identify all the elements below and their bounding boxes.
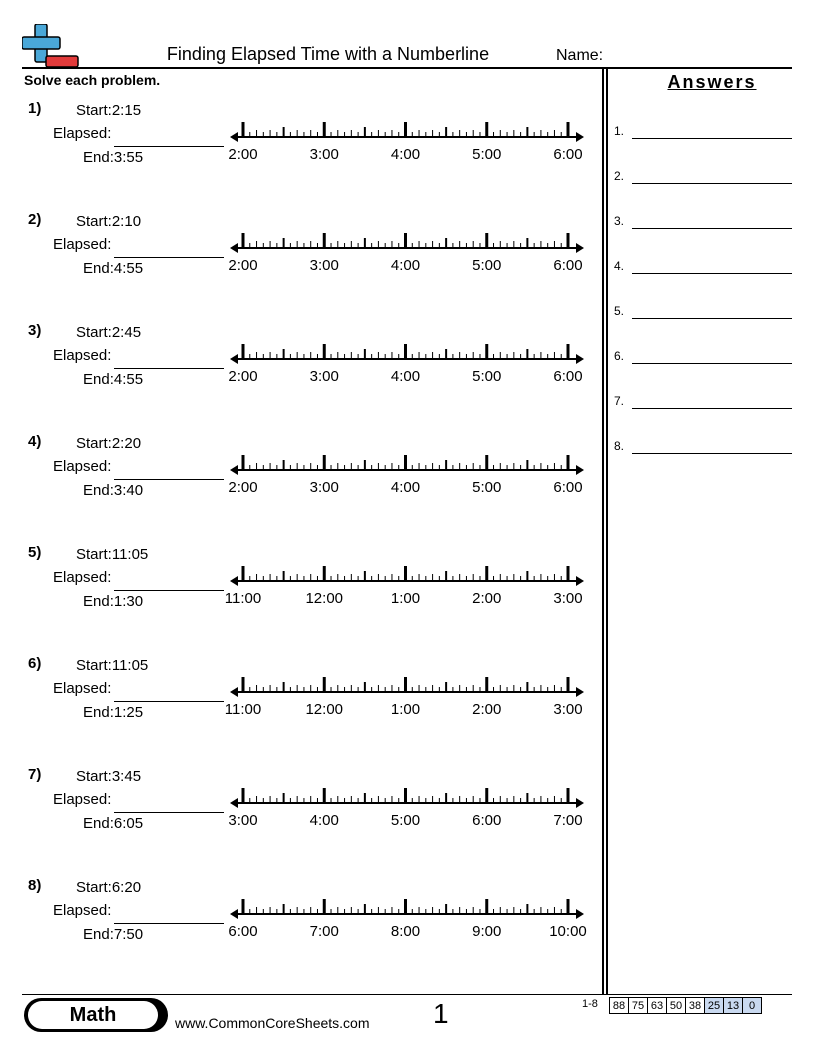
tick-label: 10:00 [549,923,587,940]
right-arrow-icon [576,687,584,697]
elapsed-answer-blank[interactable] [114,368,224,369]
end-time: End:1:25 [83,704,144,721]
right-arrow-icon [576,576,584,586]
problem-number: 7) [28,766,42,783]
header-rule [22,67,792,69]
score-cell: 13 [724,998,743,1014]
tick-label: 6:00 [553,368,583,385]
tick-label: 2:00 [472,590,502,607]
tick-label: 9:00 [472,923,502,940]
left-arrow-icon [230,243,238,253]
score-cell: 75 [629,998,648,1014]
elapsed-label: Elapsed: [53,791,112,808]
answer-number: 1. [614,124,625,138]
start-time: Start:2:10 [76,213,142,230]
tick-label: 3:00 [553,701,583,718]
elapsed-answer-blank[interactable] [114,479,224,480]
elapsed-label: Elapsed: [53,347,112,364]
tick-label: 6:00 [472,812,502,829]
end-time: End:1:30 [83,593,144,610]
start-time: Start:6:20 [76,879,142,896]
numberline [228,677,588,701]
tick-label: 5:00 [472,257,502,274]
start-time: Start:2:20 [76,435,142,452]
elapsed-answer-blank[interactable] [114,701,224,702]
problem-number: 6) [28,655,42,672]
left-arrow-icon [230,687,238,697]
numberline [228,566,588,590]
left-arrow-icon [230,576,238,586]
right-arrow-icon [576,909,584,919]
answer-line[interactable] [632,318,792,319]
right-arrow-icon [576,243,584,253]
start-time: Start:3:45 [76,768,142,785]
tick-label: 2:00 [228,146,258,163]
tick-label: 6:00 [553,146,583,163]
numberline [228,344,588,368]
tick-label: 2:00 [228,368,258,385]
left-arrow-icon [230,465,238,475]
numberline [228,899,588,923]
left-arrow-icon [230,798,238,808]
tick-label: 5:00 [472,368,502,385]
tick-label: 2:00 [472,701,502,718]
tick-label: 1:00 [390,701,421,718]
tick-label: 12:00 [305,701,344,718]
elapsed-answer-blank[interactable] [114,590,224,591]
elapsed-label: Elapsed: [53,458,112,475]
tick-label: 7:00 [309,923,339,940]
score-cell: 63 [648,998,667,1014]
answer-line[interactable] [632,138,792,139]
score-cell: 25 [705,998,724,1014]
tick-label: 3:00 [309,479,339,496]
elapsed-label: Elapsed: [53,902,112,919]
elapsed-answer-blank[interactable] [114,146,224,147]
end-time: End:6:05 [83,815,144,832]
answer-line[interactable] [632,453,792,454]
score-row [610,998,762,1014]
tick-label: 4:00 [390,479,421,496]
score-range-label: 1-8 [582,998,598,1010]
answer-number: 2. [614,169,625,183]
tick-label: 4:00 [390,368,421,385]
start-time: Start:2:45 [76,324,142,341]
elapsed-answer-blank[interactable] [114,923,224,924]
answer-line[interactable] [632,408,792,409]
elapsed-label: Elapsed: [53,569,112,586]
problem-number: 1) [28,100,42,117]
end-time: End:3:40 [83,482,144,499]
tick-label: 6:00 [553,257,583,274]
tick-label: 2:00 [228,479,258,496]
page-title: Finding Elapsed Time with a Numberline [166,44,490,64]
tick-label: 11:00 [224,590,262,607]
score-cell: 50 [667,998,686,1014]
problem-number: 4) [28,433,42,450]
answer-number: 8. [614,439,625,453]
tick-label: 3:00 [309,146,339,163]
right-arrow-icon [576,798,584,808]
right-arrow-icon [576,354,584,364]
elapsed-label: Elapsed: [53,236,112,253]
tick-label: 5:00 [472,146,502,163]
footer-rule [22,994,792,995]
tick-label: 4:00 [390,257,421,274]
end-time: End:4:55 [83,260,144,277]
answers-title: Answers [667,72,757,92]
start-time: Start:2:15 [76,102,142,119]
answer-number: 3. [614,214,625,228]
column-divider [606,68,608,994]
name-label: Name: [556,47,604,64]
tick-label: 2:00 [228,257,258,274]
score-table [609,997,762,1014]
answer-number: 5. [614,304,625,318]
instructions: Solve each problem. [24,72,161,88]
page-number: 1 [433,998,449,1029]
answer-line[interactable] [632,183,792,184]
problem-number: 2) [28,211,42,228]
tick-label: 4:00 [390,146,421,163]
tick-label: 11:00 [224,701,262,718]
problem-number: 8) [28,877,42,894]
tick-label: 6:00 [553,479,583,496]
tick-label: 6:00 [228,923,258,940]
left-arrow-icon [230,354,238,364]
problem-number: 3) [28,322,42,339]
answer-line[interactable] [632,273,792,274]
answer-line[interactable] [632,363,792,364]
right-arrow-icon [576,465,584,475]
score-cell: 38 [686,998,705,1014]
tick-label: 5:00 [390,812,421,829]
answer-line[interactable] [632,228,792,229]
score-cell: 88 [610,998,629,1014]
end-time: End:4:55 [83,371,144,388]
numberline [228,233,588,257]
tick-label: 12:00 [305,590,344,607]
numberline [228,455,588,479]
tick-label: 3:00 [309,368,339,385]
start-time: Start:11:05 [76,657,149,674]
elapsed-answer-blank[interactable] [114,257,224,258]
answer-number: 6. [614,349,625,363]
elapsed-label: Elapsed: [53,680,112,697]
tick-label: 7:00 [553,812,583,829]
tick-label: 1:00 [390,590,421,607]
start-time: Start:11:05 [76,546,149,563]
tick-label: 3:00 [228,812,258,829]
left-arrow-icon [230,909,238,919]
column-divider [602,68,604,994]
tick-label: 5:00 [472,479,502,496]
site-url: www.CommonCoreSheets.com [175,1015,370,1031]
right-arrow-icon [576,132,584,142]
tick-label: 3:00 [553,590,583,607]
elapsed-label: Elapsed: [53,125,112,142]
answer-number: 7. [614,394,625,408]
answer-number: 4. [614,259,625,273]
numberline [228,788,588,812]
end-time: End:3:55 [83,149,144,166]
left-arrow-icon [230,132,238,142]
tick-label: 8:00 [390,923,421,940]
score-cell: 0 [743,998,762,1014]
elapsed-answer-blank[interactable] [114,812,224,813]
math-badge-label: Math [28,1001,158,1029]
end-time: End:7:50 [83,926,144,943]
tick-label: 4:00 [309,812,339,829]
numberline [228,122,588,146]
tick-label: 3:00 [309,257,339,274]
problem-number: 5) [28,544,42,561]
